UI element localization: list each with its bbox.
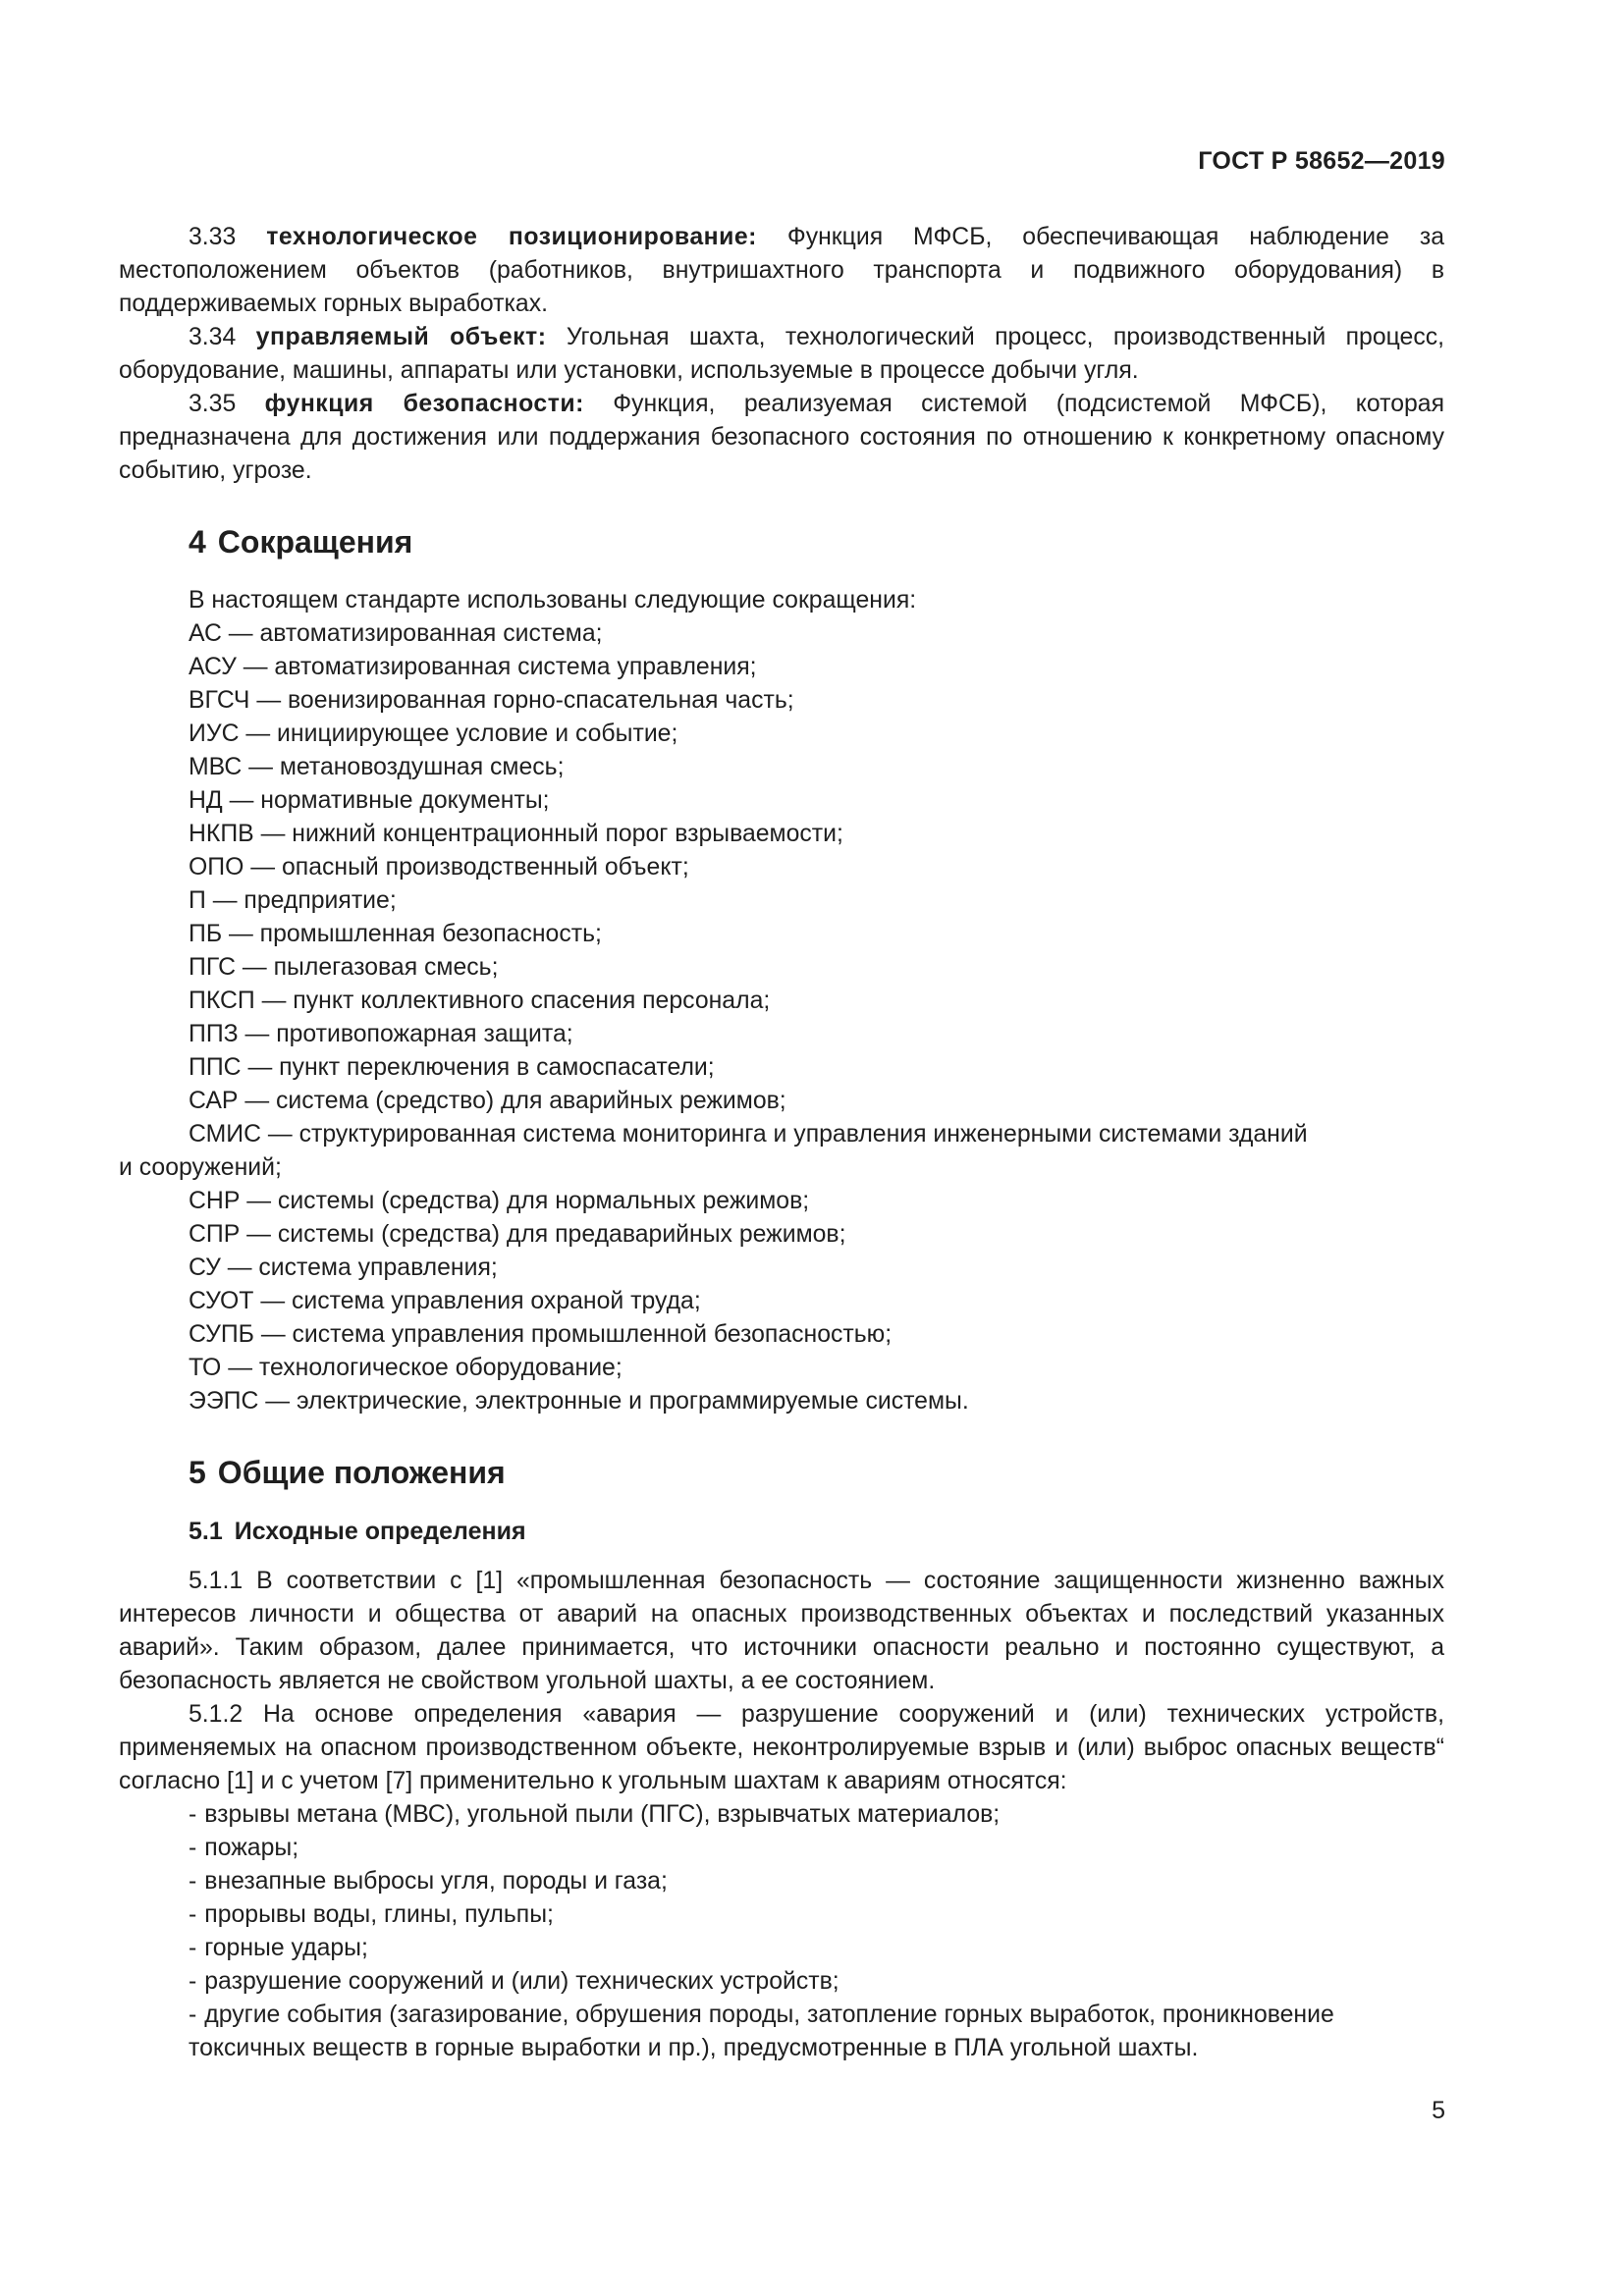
list-dash: - <box>189 1801 197 1828</box>
accident-type-item <box>119 1999 1444 2065</box>
abbreviation-item: ТО — технологическое оборудование; <box>189 1355 623 1381</box>
list-dash: - <box>189 1935 197 1961</box>
abbreviation-item: ПГС — пылегазовая смесь; <box>189 954 499 981</box>
list-dash: - <box>189 1868 197 1895</box>
abbreviation-item: ПКСП — пункт коллективного спасения персонала; <box>189 988 771 1014</box>
page-content <box>119 221 1444 2065</box>
abbreviation-item: СПР — системы (средства) для предаварийных режимов; <box>189 1221 846 1248</box>
list-dash: - <box>189 1835 197 1861</box>
abbreviation-item: СУОТ — система управления охраной труда; <box>189 1288 701 1314</box>
accident-type-text: разрушение сооружений и (или) технических устройств; <box>204 1968 839 1995</box>
section-number: 5 <box>189 1455 206 1490</box>
section-title: Сокращения <box>217 524 413 560</box>
abbreviation-item: НКПВ — нижний концентрационный порог взрываемости; <box>189 821 843 847</box>
term-definition-3-34 <box>119 321 1444 388</box>
subsection-5-1-heading <box>189 1515 1444 1548</box>
accident-type-text: другие события (загазирование, обрушения породы, затопление горных выработок, проникновение токсичных веществ в горные выработки и пр.), предусмотренные в ПЛА угольной шахты. <box>189 2002 1334 2061</box>
term-number: 3.33 <box>189 224 237 250</box>
abbreviation-item: ППЗ — противопожарная защита; <box>189 1021 573 1047</box>
term-text: Угольная шахта, технологический процесс, производственный процесс, оборудование, машины, аппараты или установки, используемые в процессе добычи угля. <box>119 324 1445 384</box>
list-dash: - <box>189 1901 197 1928</box>
accident-type-item <box>119 1965 1444 1999</box>
accident-type-item <box>119 1865 1444 1898</box>
accident-type-text: внезапные выбросы угля, породы и газа; <box>204 1868 668 1895</box>
abbreviation-item: П — предприятие; <box>189 887 397 914</box>
term-definition-3-35 <box>119 388 1444 488</box>
term-text: Функция МФСБ, обеспечивающая наблюдение за местоположением объектов (работников, внутришахтного транспорта и подвижного оборудования) в поддерживаемых горных выработках. <box>119 224 1445 317</box>
subsection-title: Исходные определения <box>234 1518 526 1545</box>
section-title: Общие положения <box>217 1455 506 1490</box>
accident-types-list <box>119 1798 1444 2065</box>
accident-type-item <box>119 1932 1444 1965</box>
accident-type-text: прорывы воды, глины, пульпы; <box>204 1901 554 1928</box>
section-number: 4 <box>189 524 206 560</box>
list-dash: - <box>189 1968 197 1995</box>
abbreviation-item: ЭЭПС — электрические, электронные и программируемые системы. <box>189 1388 969 1415</box>
accident-type-text: взрывы метана (МВС), угольной пыли (ПГС), взрывчатых материалов; <box>204 1801 1001 1828</box>
abbreviation-item: СМИС — структурированная система мониторинга и управления инженерными системами зданий <box>189 1121 1308 1148</box>
subsection-number: 5.1 <box>189 1518 223 1545</box>
term-name: технологическое позиционирование: <box>266 224 757 250</box>
list-dash: - <box>189 2002 197 2028</box>
page-number: 5 <box>1432 2097 1445 2124</box>
paragraph-5-1-2: 5.1.2 На основе определения «авария — разрушение сооружений и (или) технических устройств, применяемых на опасном производственном объекте, неконтролируемые взрыв и (или) выброс опасных веществ“ согласно [1] и с учетом [7] применительно к угольным шахтам к авариям относятся: <box>119 1701 1444 1794</box>
abbreviation-item: СНР — системы (средства) для нормальных режимов; <box>189 1188 810 1214</box>
abbreviation-item: СУПБ — система управления промышленной безопасностью; <box>189 1321 893 1348</box>
term-number: 3.34 <box>189 324 237 350</box>
term-text: Функция, реализуемая системой (подсистемой МФСБ), которая предназначена для достижения или поддержания безопасного состояния по отношению к конкретному опасному событию, угрозе. <box>119 391 1445 484</box>
abbreviation-item: ОПО — опасный производственный объект; <box>189 854 689 881</box>
accident-type-text: пожары; <box>204 1835 299 1861</box>
accident-type-item <box>119 1898 1444 1932</box>
abbreviation-item: ИУС — инициирующее условие и событие; <box>189 721 678 747</box>
abbreviation-item: МВС — метановоздушная смесь; <box>189 754 565 780</box>
abbreviation-item: НД — нормативные документы; <box>189 787 550 814</box>
term-definition-3-33 <box>119 221 1444 321</box>
standard-header: ГОСТ Р 58652—2019 <box>1198 147 1445 175</box>
abbreviation-item: АСУ — автоматизированная система управления; <box>189 654 757 680</box>
term-name: функция безопасности: <box>264 391 584 417</box>
accident-type-item <box>119 1798 1444 1832</box>
paragraph-5-1-1: 5.1.1 В соответствии с [1] «промышленная безопасность — состояние защищенности жизненно важных интересов личности и общества от аварий на опасных производственных объектах и последствий указанных аварий». Таким образом, далее принимается, что источники опасности реально и постоянно существуют, а безопасность является не свойством угольной шахты, а ее состоянием. <box>119 1568 1444 1694</box>
accident-type-item <box>119 1832 1444 1865</box>
abbreviation-item: АС — автоматизированная система; <box>189 620 603 647</box>
accident-type-text: горные удары; <box>204 1935 368 1961</box>
abbreviation-item: ППС — пункт переключения в самоспасатели; <box>189 1054 715 1081</box>
abbreviation-item: ВГСЧ — военизированная горно-спасательная часть; <box>189 687 794 714</box>
abbreviations-list <box>119 617 1444 1418</box>
abbreviation-item: САР — система (средство) для аварийных режимов; <box>189 1088 786 1114</box>
abbreviations-intro: В настоящем стандарте использованы следующие сокращения: <box>189 587 917 614</box>
abbreviation-item: и сооружений; <box>119 1154 282 1181</box>
abbreviation-item: СУ — система управления; <box>189 1255 498 1281</box>
abbreviation-item: ПБ — промышленная безопасность; <box>189 921 602 947</box>
section-5-heading <box>189 1453 1444 1492</box>
section-4-heading <box>189 522 1444 561</box>
term-name: управляемый объект: <box>255 324 547 350</box>
term-number: 3.35 <box>189 391 237 417</box>
